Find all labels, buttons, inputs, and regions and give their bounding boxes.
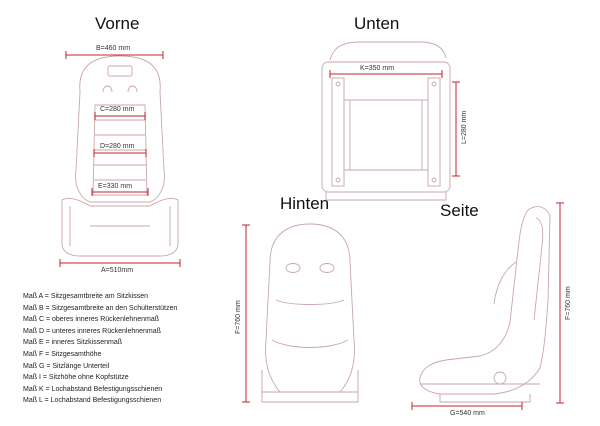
dimension-e-label: E=330 mm — [98, 183, 133, 190]
dimension-e — [92, 183, 148, 192]
dimension-k — [330, 65, 442, 74]
dimension-g-label: G=540 mm — [450, 410, 485, 417]
dimension-f-side-label: F=760 mm — [565, 286, 572, 320]
dimension-f-back-label: F=760 mm — [235, 300, 242, 334]
legend-item-e: Maß E = inneres Sitzkissenmaß — [23, 339, 123, 347]
dimension-f-side — [560, 203, 572, 403]
bottom-view-title: Unten — [354, 14, 400, 33]
dimension-a-label: A=510mm — [101, 267, 134, 274]
back-view-drawing — [262, 224, 358, 402]
dimension-b — [66, 45, 163, 55]
dimension-l — [456, 82, 468, 176]
legend-item-g: Maß G = Sitzlänge Unterteil — [23, 362, 110, 370]
legend-item-k: Maß K = Lochabstand Befestigungsschienen — [23, 385, 163, 393]
legend-item-a: Maß A = Sitzgesamtbreite am Sitzkissen — [23, 293, 149, 300]
legend-item-d: Maß D = unteres inneres Rückenlehnenmaß — [23, 327, 161, 335]
legend-item-f: Maß F = Sitzgesamthöhe — [23, 350, 102, 358]
legend-item-i: Maß I = Sitzhöhe ohne Kopfstütze — [23, 374, 129, 382]
dimension-k-label: K=350 mm — [360, 65, 395, 72]
dimension-c — [95, 106, 145, 116]
front-view-drawing — [62, 56, 178, 256]
front-view-title: Vorne — [95, 14, 140, 33]
back-view-title: Hinten — [280, 194, 330, 213]
dimension-d — [94, 143, 146, 153]
dimension-b-label: B=460 mm — [96, 45, 131, 52]
legend-item-c: Maß C = oberes inneres Rückenlehnenmaß — [23, 316, 159, 324]
dimension-g — [412, 406, 522, 417]
dimension-c-label: C=280 mm — [100, 106, 135, 113]
side-view-drawing — [420, 207, 550, 402]
dimension-f-back — [235, 225, 246, 402]
dimension-legend — [23, 291, 177, 407]
dimension-a — [60, 263, 180, 274]
legend-item-l: Maß L = Lochabstand Befestigungsschienen — [23, 397, 162, 405]
dimension-l-label: L=280 mm — [461, 110, 468, 144]
dimension-d-label: D=280 mm — [100, 143, 135, 150]
legend-item-b: Maß B = Sitzgesamtbreite an den Schulterstützen — [23, 304, 178, 312]
side-view-title: Seite — [440, 201, 479, 220]
